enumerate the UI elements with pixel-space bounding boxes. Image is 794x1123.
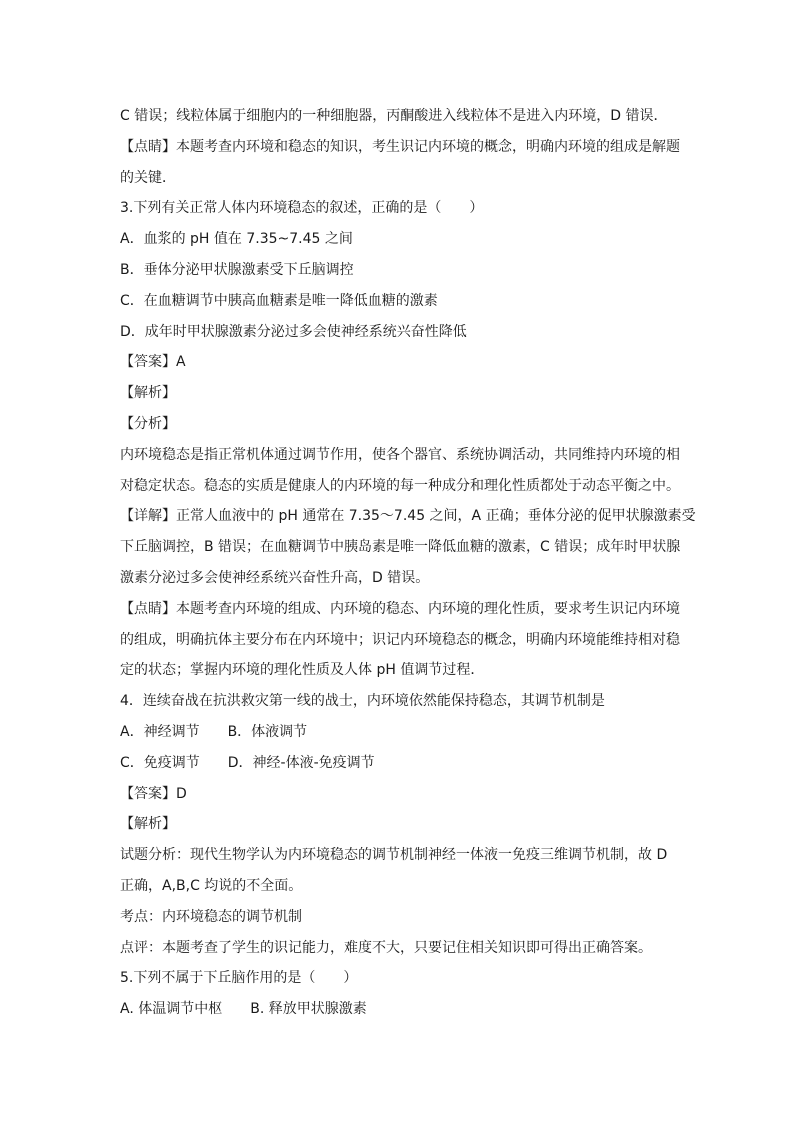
text-line: 【详解】正常人血液中的 pH 通常在 7.35～7.45 之间，A 正确；垂体分泌的促甲状腺激素受 (120, 508, 696, 525)
text-line: 的关键． (120, 169, 176, 186)
text-line: 试题分析：现代生物学认为内环境稳态的调节机制神经一体液一免疫三维调节机制，故 D (120, 847, 668, 864)
text-line: 对稳定状态。稳态的实质是健康人的内环境的每一种成分和理化性质都处于动态平衡之中。 (120, 477, 680, 494)
question-5-option-a: A. 体温调节中枢 (120, 1001, 223, 1018)
document-body (120, 101, 696, 1025)
text-line: 考点：内环境稳态的调节机制 (120, 908, 302, 925)
question-5-options-row-1 (120, 994, 680, 1025)
question-5-stem: 5.下列不属于下丘脑作用的是（ ） (120, 970, 358, 987)
question-5-option-b: B. 释放甲状腺激素 (250, 1001, 367, 1018)
question-4-options-row-1 (120, 717, 680, 748)
analysis-sub-label: 【分析】 (120, 415, 176, 432)
question-4-options-row-2 (120, 748, 680, 779)
question-4-stem: 4．连续奋战在抗洪救灾第一线的战士，内环境依然能保持稳态，其调节机制是 (120, 693, 605, 710)
text-line: 点评：本题考查了学生的识记能力，难度不大，只要记住相关知识即可得出正确答案。 (120, 939, 652, 956)
analysis-label: 【解析】 (120, 816, 176, 833)
text-line: 正确，A,B,C 均说的不全面。 (120, 877, 303, 894)
text-line: 内环境稳态是指正常机体通过调节作用，使各个器官、系统协调活动，共同维持内环境的相 (120, 446, 680, 463)
text-line: 的组成，明确抗体主要分布在内环境中；识记内环境稳态的概念，明确内环境能维持相对稳 (120, 631, 680, 648)
question-4-option-a: A．神经调节 (120, 723, 200, 740)
text-line: 【点睛】本题考查内环境和稳态的知识，考生识记内环境的概念，明确内环境的组成是解题 (120, 138, 680, 155)
question-4-option-d: D．神经-体液-免疫调节 (227, 754, 375, 771)
text-line: 【点睛】本题考查内环境的组成、内环境的稳态、内环境的理化性质，要求考生识记内环境 (120, 600, 680, 617)
analysis-label: 【解析】 (120, 385, 176, 402)
answer-label: 【答案】A (120, 354, 186, 371)
text-line: 激素分泌过多会使神经系统兴奋性升高，D 错误。 (120, 569, 430, 586)
text-line: C 错误；线粒体属于细胞内的一种细胞器，丙酮酸进入线粒体不是进入内环境，D 错误． (120, 108, 668, 124)
text-line: 下丘脑调控，B 错误；在血糖调节中胰岛素是唯一降低血糖的激素，C 错误；成年时甲状腺 (120, 539, 681, 556)
question-3-option-c: C．在血糖调节中胰高血糖素是唯一降低血糖的激素 (120, 292, 438, 309)
question-3-option-d: D．成年时甲状腺激素分泌过多会使神经系统兴奋性降低 (120, 323, 467, 340)
question-3-option-a: A．血浆的 pH 值在 7.35~7.45 之间 (120, 231, 353, 248)
question-3-stem: 3.下列有关正常人体内环境稳态的叙述，正确的是（ ） (120, 200, 484, 217)
text-line: 定的状态；掌握内环境的理化性质及人体 pH 值调节过程． (120, 662, 485, 679)
question-4-option-c: C．免疫调节 (120, 754, 200, 771)
question-4-option-b: B．体液调节 (227, 723, 308, 740)
question-3-option-b: B．垂体分泌甲状腺激素受下丘脑调控 (120, 261, 354, 278)
answer-label: 【答案】D (120, 785, 187, 802)
